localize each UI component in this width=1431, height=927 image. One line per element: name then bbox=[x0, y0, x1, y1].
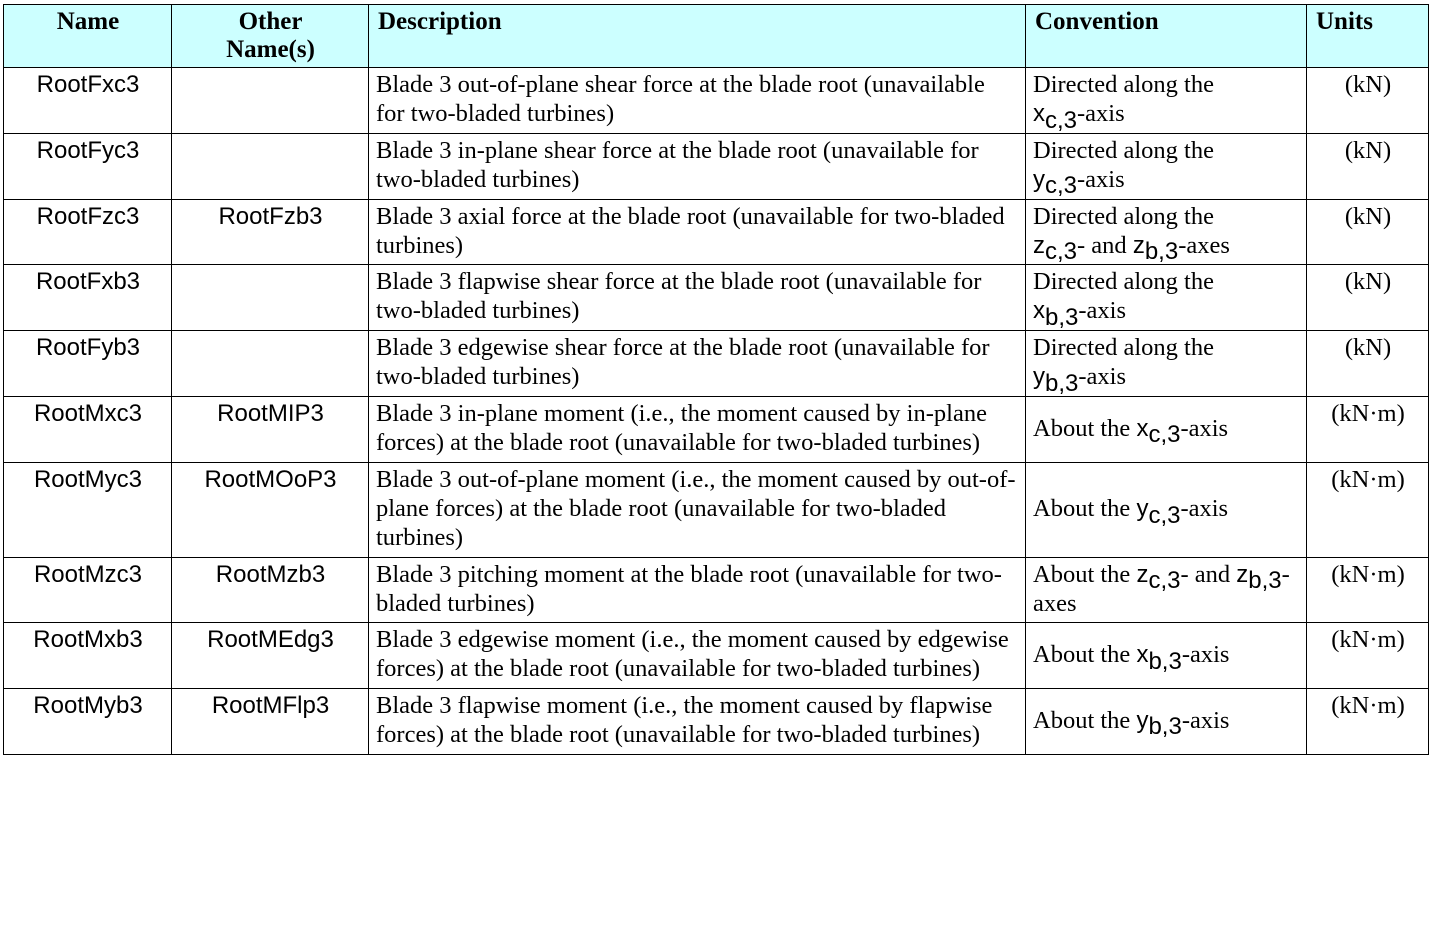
channel-name-cell: RootMyb3 bbox=[4, 689, 172, 755]
convention-axis-subscript: c,3 bbox=[1045, 238, 1078, 266]
channel-description-cell: Blade 3 out-of-plane moment (i.e., the moment caused by out-of-plane forces) at the blade root (unavailable for two-bladed turbines) bbox=[369, 462, 1026, 557]
convention-axis-subscript: b,3 bbox=[1148, 713, 1182, 741]
convention-axis-secondary: z bbox=[1236, 560, 1249, 588]
convention-axis-subscript: b,3 bbox=[1148, 647, 1182, 675]
channel-units-cell: (kN·m) bbox=[1307, 397, 1429, 463]
channel-description-cell: Blade 3 flapwise moment (i.e., the moment caused by flapwise forces) at the blade root (unavailable for two-bladed turbines) bbox=[369, 689, 1026, 755]
table-header-row bbox=[4, 5, 1429, 68]
convention-axis: x bbox=[1033, 99, 1045, 127]
convention-suffix-secondary: -axes bbox=[1178, 231, 1230, 259]
channel-units-cell: (kN) bbox=[1307, 331, 1429, 397]
convention-prefix: Directed along the bbox=[1033, 334, 1214, 362]
table-body bbox=[4, 68, 1429, 755]
convention-prefix: Directed along the bbox=[1033, 268, 1214, 296]
channel-name-cell: RootFzc3 bbox=[4, 199, 172, 265]
channel-convention-cell bbox=[1026, 331, 1307, 397]
channel-other-name-cell: RootMFlp3 bbox=[172, 689, 369, 755]
table-row bbox=[4, 689, 1429, 755]
channel-description-cell: Blade 3 in-plane moment (i.e., the moment caused by in-plane forces) at the blade root (unavailable for two-bladed turbines) bbox=[369, 397, 1026, 463]
convention-axis: x bbox=[1136, 640, 1149, 668]
convention-axis: x bbox=[1033, 297, 1045, 325]
channel-convention-cell bbox=[1026, 397, 1307, 463]
convention-axis-secondary-subscript: b,3 bbox=[1144, 238, 1179, 266]
channel-description-cell: Blade 3 pitching moment at the blade root (unavailable for two-bladed turbines) bbox=[369, 557, 1026, 623]
channel-convention-cell bbox=[1026, 133, 1307, 199]
column-header-other-line2: Name(s) bbox=[226, 35, 315, 63]
channel-other-name-cell bbox=[172, 331, 369, 397]
column-header-other-names bbox=[172, 5, 369, 68]
column-header-units: Units bbox=[1307, 5, 1429, 68]
channel-units-cell: (kN) bbox=[1307, 199, 1429, 265]
channel-description-cell: Blade 3 flapwise shear force at the blade root (unavailable for two-bladed turbines) bbox=[369, 265, 1026, 331]
channel-other-name-cell bbox=[172, 133, 369, 199]
channel-units-cell: (kN·m) bbox=[1307, 462, 1429, 557]
column-header-other-line1: Other bbox=[238, 8, 303, 35]
convention-axis-subscript: b,3 bbox=[1045, 304, 1079, 332]
convention-suffix: -axis bbox=[1078, 363, 1126, 391]
channel-other-name-cell bbox=[172, 265, 369, 331]
channel-convention-cell bbox=[1026, 265, 1307, 331]
channel-other-name-cell: RootMzb3 bbox=[172, 557, 369, 623]
channel-name-cell: RootMyc3 bbox=[4, 462, 172, 557]
channel-name-cell: RootMxc3 bbox=[4, 397, 172, 463]
table-row bbox=[4, 68, 1429, 134]
channel-name-cell: RootFyb3 bbox=[4, 331, 172, 397]
channel-convention-cell bbox=[1026, 623, 1307, 689]
convention-suffix: -axis bbox=[1180, 414, 1229, 442]
table-row bbox=[4, 623, 1429, 689]
convention-suffix: -axis bbox=[1180, 494, 1229, 522]
table-header bbox=[4, 5, 1429, 68]
channel-units-cell: (kN) bbox=[1307, 68, 1429, 134]
channel-units-cell: (kN) bbox=[1307, 265, 1429, 331]
channel-description-cell: Blade 3 axial force at the blade root (unavailable for two-bladed turbines) bbox=[369, 199, 1026, 265]
channel-convention-cell bbox=[1026, 199, 1307, 265]
convention-suffix: - and bbox=[1077, 231, 1133, 259]
convention-prefix: About the bbox=[1033, 494, 1137, 522]
column-header-description: Description bbox=[369, 5, 1026, 68]
convention-axis: y bbox=[1033, 363, 1045, 391]
channel-units-cell: (kN·m) bbox=[1307, 623, 1429, 689]
channel-other-name-cell: RootMOoP3 bbox=[172, 462, 369, 557]
convention-prefix: About the bbox=[1033, 706, 1137, 734]
convention-axis-secondary-subscript: b,3 bbox=[1248, 567, 1282, 595]
channel-convention-cell bbox=[1026, 689, 1307, 755]
output-channel-table bbox=[3, 4, 1429, 755]
convention-suffix: -axis bbox=[1181, 640, 1230, 668]
channel-units-cell: (kN·m) bbox=[1307, 557, 1429, 623]
convention-prefix: Directed along the bbox=[1033, 136, 1214, 164]
channel-name-cell: RootMxb3 bbox=[4, 623, 172, 689]
channel-other-name-cell bbox=[172, 68, 369, 134]
convention-prefix: Directed along the bbox=[1033, 71, 1214, 98]
convention-axis-subscript: c,3 bbox=[1045, 172, 1078, 200]
convention-axis-subscript: c,3 bbox=[1045, 106, 1078, 134]
table-row bbox=[4, 557, 1429, 623]
table-row bbox=[4, 265, 1429, 331]
convention-prefix: About the bbox=[1033, 560, 1137, 588]
channel-name-cell: RootMzc3 bbox=[4, 557, 172, 623]
convention-prefix: Directed along the bbox=[1033, 202, 1214, 230]
column-header-convention: Convention bbox=[1026, 5, 1307, 68]
convention-axis: x bbox=[1136, 414, 1149, 442]
convention-axis-subscript: c,3 bbox=[1148, 567, 1181, 595]
convention-axis-subscript: c,3 bbox=[1148, 421, 1181, 449]
column-header-name: Name bbox=[4, 5, 172, 68]
convention-suffix: - and bbox=[1180, 560, 1237, 588]
channel-other-name-cell: RootMIP3 bbox=[172, 397, 369, 463]
convention-axis: y bbox=[1136, 494, 1149, 522]
convention-axis: z bbox=[1136, 560, 1149, 588]
channel-name-cell: RootFxb3 bbox=[4, 265, 172, 331]
convention-axis-subscript: b,3 bbox=[1045, 369, 1079, 397]
channel-other-name-cell: RootMEdg3 bbox=[172, 623, 369, 689]
channel-convention-cell bbox=[1026, 68, 1307, 134]
channel-name-cell: RootFxc3 bbox=[4, 68, 172, 134]
channel-description-cell: Blade 3 edgewise shear force at the blade root (unavailable for two-bladed turbines) bbox=[369, 331, 1026, 397]
convention-suffix: -axis bbox=[1181, 706, 1230, 734]
convention-axis-secondary: z bbox=[1132, 231, 1145, 259]
convention-axis-subscript: c,3 bbox=[1148, 501, 1181, 529]
channel-convention-cell bbox=[1026, 462, 1307, 557]
channel-other-name-cell: RootFzb3 bbox=[172, 199, 369, 265]
channel-units-cell: (kN·m) bbox=[1307, 689, 1429, 755]
channel-name-cell: RootFyc3 bbox=[4, 133, 172, 199]
convention-suffix: -axis bbox=[1077, 165, 1125, 193]
convention-axis: y bbox=[1033, 165, 1045, 193]
convention-prefix: About the bbox=[1033, 640, 1137, 668]
convention-axis: y bbox=[1136, 706, 1149, 734]
convention-suffix-secondary: -axes bbox=[1033, 560, 1290, 617]
convention-prefix: About the bbox=[1033, 414, 1137, 442]
table-row bbox=[4, 397, 1429, 463]
channel-description-cell: Blade 3 in-plane shear force at the blade root (unavailable for two-bladed turbines) bbox=[369, 133, 1026, 199]
convention-suffix: -axis bbox=[1078, 297, 1126, 325]
channel-units-cell: (kN) bbox=[1307, 133, 1429, 199]
channel-description-cell: Blade 3 edgewise moment (i.e., the moment caused by edgewise forces) at the blade root (unavailable for two-bladed turbines) bbox=[369, 623, 1026, 689]
channel-convention-cell bbox=[1026, 557, 1307, 623]
table-row bbox=[4, 331, 1429, 397]
table-row bbox=[4, 462, 1429, 557]
convention-suffix: -axis bbox=[1077, 99, 1125, 127]
table-row bbox=[4, 133, 1429, 199]
table-row bbox=[4, 199, 1429, 265]
channel-description-cell: Blade 3 out-of-plane shear force at the blade root (unavailable for two-bladed turbines) bbox=[369, 68, 1026, 134]
convention-axis: z bbox=[1033, 231, 1045, 259]
